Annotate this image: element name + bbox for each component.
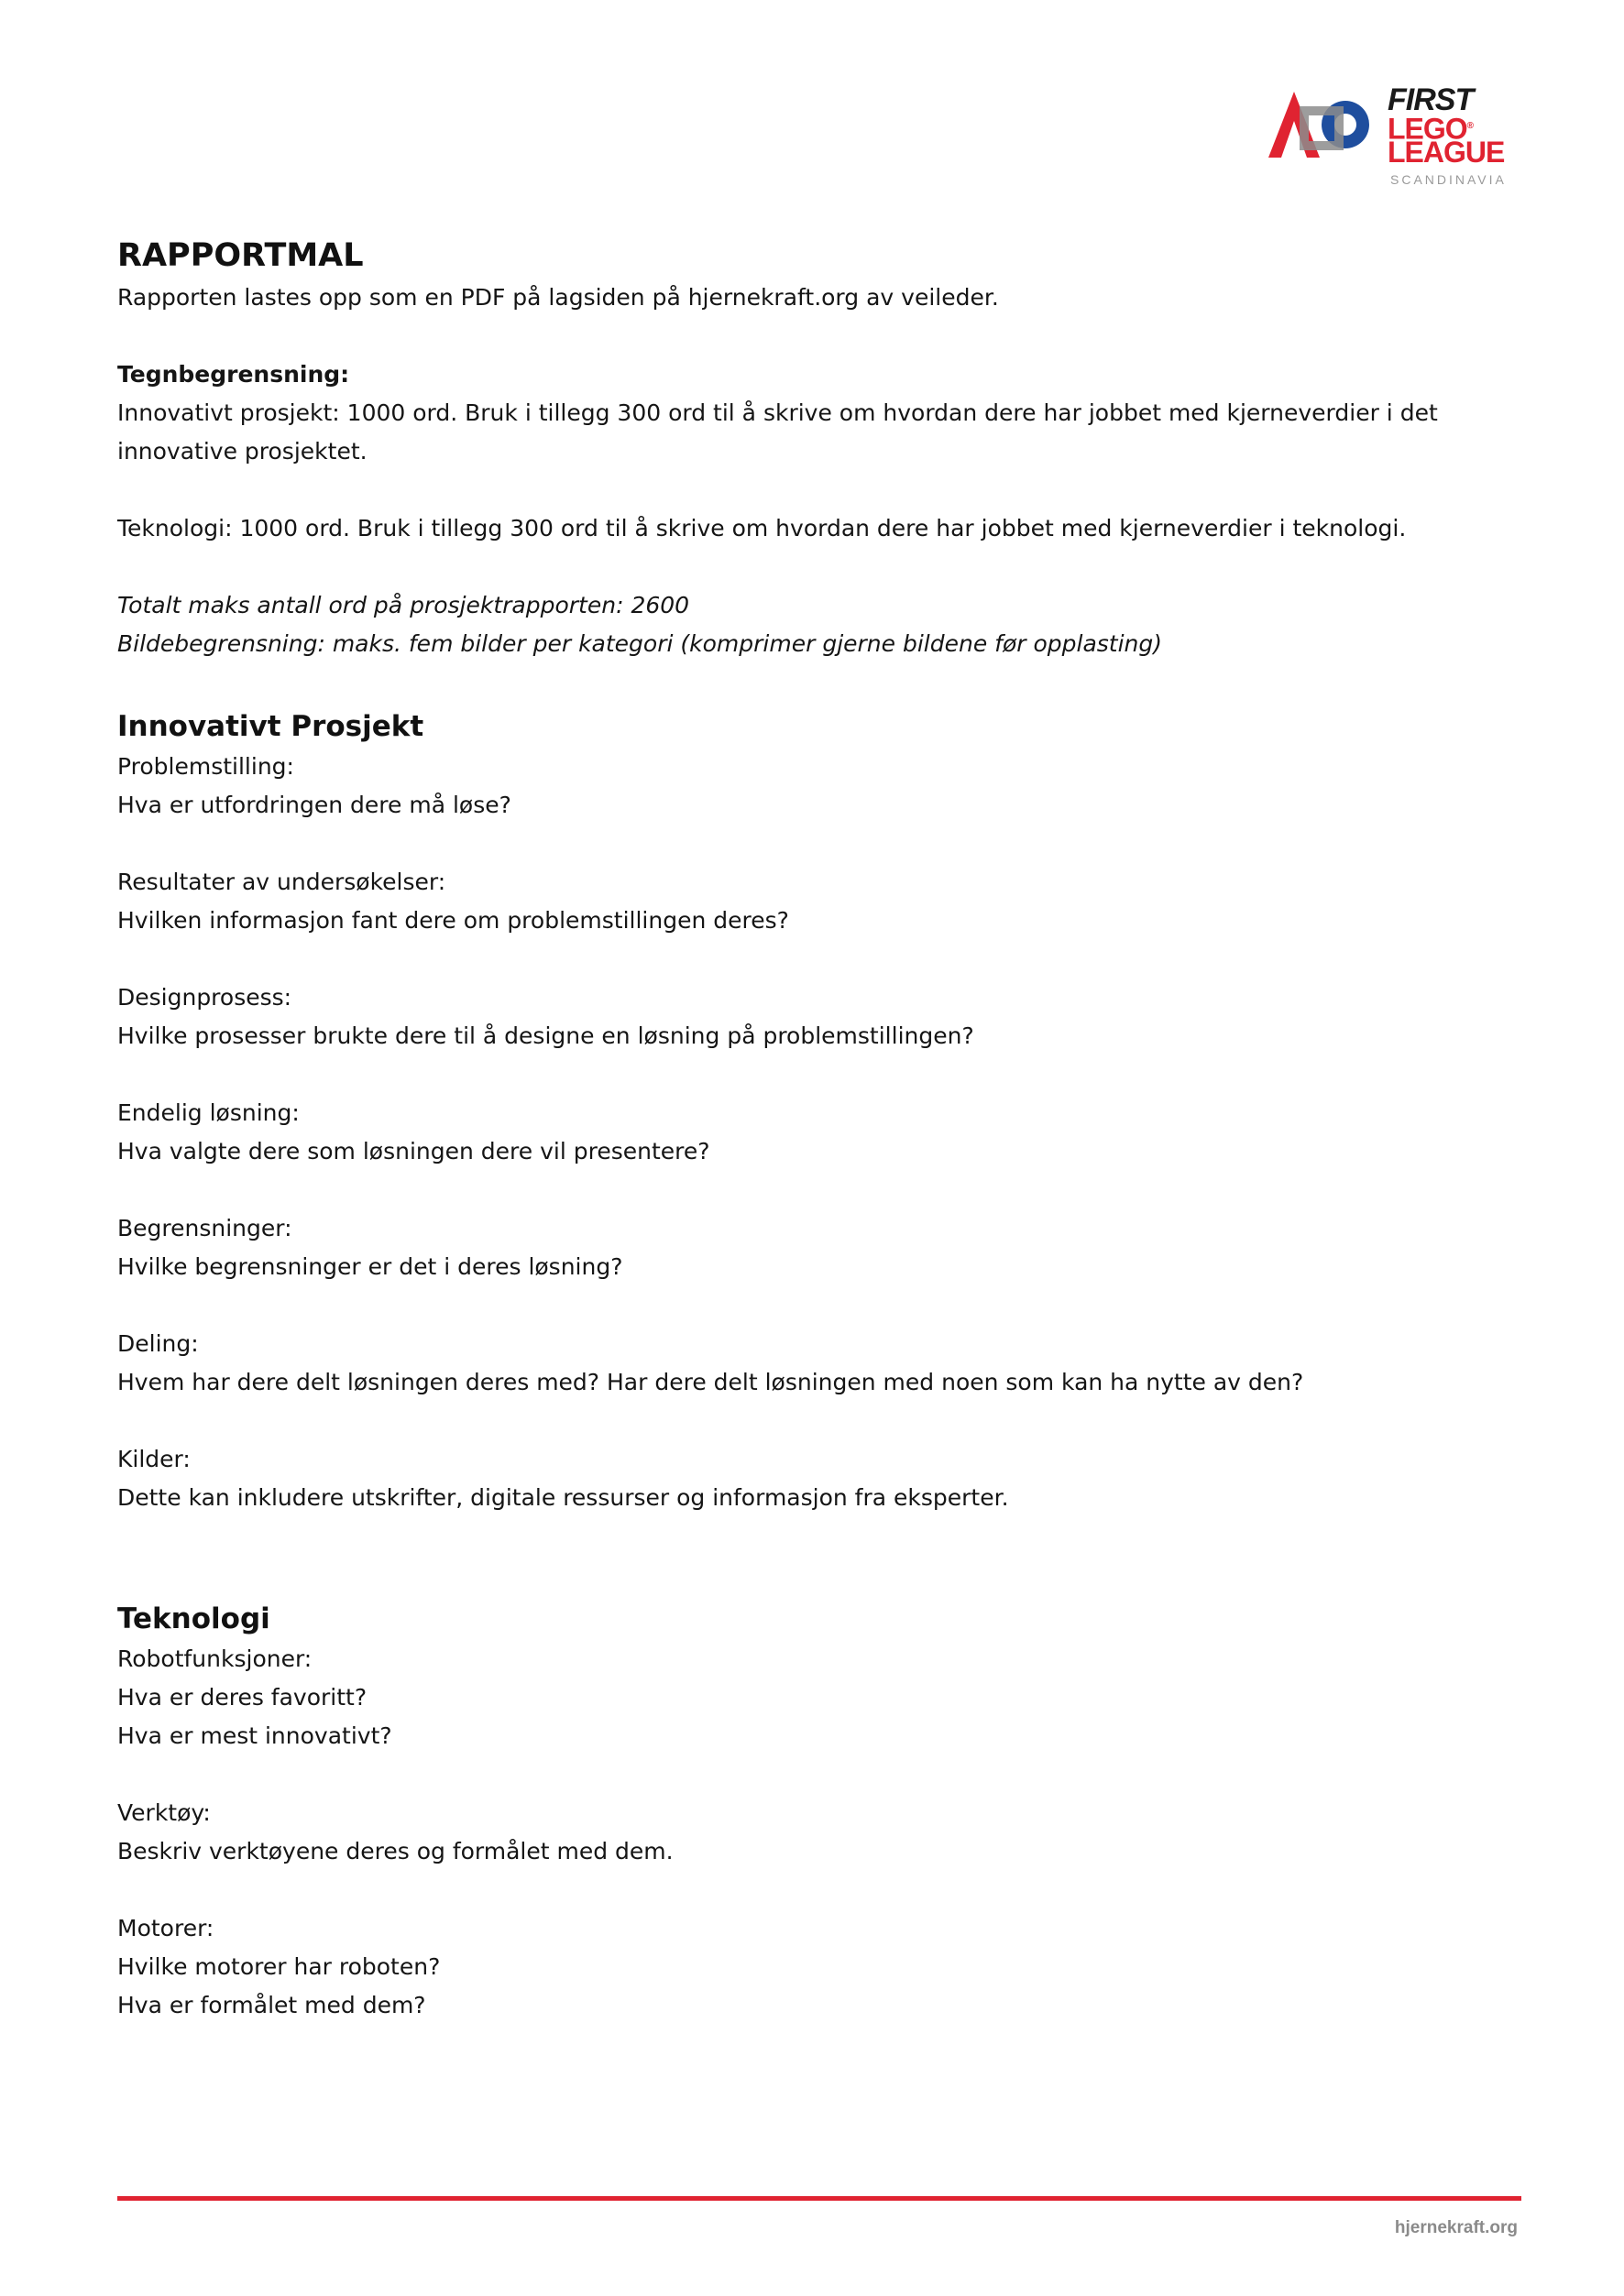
item-label: Problemstilling:: [117, 753, 294, 780]
item-label: Resultater av undersøkelser:: [117, 869, 446, 895]
innovative-items: [117, 748, 1529, 1517]
item-label: Motorer:: [117, 1915, 214, 1941]
list-item: [117, 1094, 1529, 1171]
item-text: Hvilke begrensninger er det i deres løsning?: [117, 1253, 623, 1280]
intro-text: Rapporten lastes opp som en PDF på lagsiden på hjernekraft.org av veileder.: [117, 284, 999, 311]
item-text: Hvilken informasjon fant dere om problemstillingen deres?: [117, 907, 789, 934]
list-item: [117, 748, 1529, 825]
item-label: Kilder:: [117, 1446, 191, 1472]
section-title-innovative: Innovativt Prosjekt: [117, 710, 424, 743]
list-item: [117, 1794, 1529, 1871]
league-emblem-icon: [1267, 88, 1386, 161]
logo-lego-text: LEGO®: [1388, 112, 1474, 146]
item-label: Begrensninger:: [117, 1215, 292, 1241]
technology-items: [117, 1640, 1529, 2025]
item-text: Hva er deres favoritt?: [117, 1684, 368, 1711]
item-text: Dette kan inkludere utskrifter, digitale ressurser og informasjon fra eksperter.: [117, 1484, 1009, 1511]
limit-innovative: Innovativt prosjekt: 1000 ord. Bruk i tillegg 300 ord til å skrive om hvordan dere har jobbet med kjerneverdier i det innovative prosjektet.: [117, 399, 1438, 465]
list-item: [117, 863, 1529, 940]
limit-images: Bildebegrensning: maks. fem bilder per kategori (komprimer gjerne bildene før opplasting): [117, 630, 1163, 657]
footer-url: hjernekraft.org: [1394, 2218, 1518, 2237]
limit-technology: Teknologi: 1000 ord. Bruk i tillegg 300 ord til å skrive om hvordan dere har jobbet med kjerneverdier i teknologi.: [117, 515, 1407, 541]
item-text: Beskriv verktøyene deres og formålet med dem.: [117, 1838, 674, 1864]
list-item: [117, 1640, 1529, 1755]
item-text: Hva er formålet med dem?: [117, 1992, 426, 2018]
item-label: Robotfunksjoner:: [117, 1645, 313, 1672]
first-lego-league-logo: [1267, 82, 1542, 189]
item-text: Hva valgte dere som løsningen dere vil presentere?: [117, 1138, 710, 1164]
limits-heading: Tegnbegrensning:: [117, 361, 350, 388]
item-label: Endelig løsning:: [117, 1099, 300, 1126]
list-item: [117, 1909, 1529, 2025]
page-title: RAPPORTMAL: [117, 237, 364, 274]
section-title-technology: Teknologi: [117, 1602, 270, 1635]
logo-region-text: SCANDINAVIA: [1390, 172, 1507, 187]
list-item: [117, 979, 1529, 1055]
item-label: Deling:: [117, 1330, 199, 1357]
list-item: [117, 1325, 1529, 1402]
item-text: Hva er utfordringen dere må løse?: [117, 792, 511, 818]
logo-league-text: LEAGUE: [1388, 136, 1505, 169]
item-text: Hvilke prosesser brukte dere til å designe en løsning på problemstillingen?: [117, 1022, 974, 1049]
limit-total: Totalt maks antall ord på prosjektrapporten: 2600: [117, 592, 690, 618]
item-text: Hvem har dere delt løsningen deres med? Har dere delt løsningen med noen som kan ha nytte av den?: [117, 1369, 1304, 1395]
logo-first-text: FIRST: [1388, 82, 1474, 117]
document-body: [117, 233, 1529, 2025]
list-item: [117, 1440, 1529, 1517]
item-text: Hva er mest innovativt?: [117, 1722, 392, 1749]
list-item: [117, 1209, 1529, 1286]
item-label: Designprosess:: [117, 984, 292, 1011]
item-text: Hvilke motorer har roboten?: [117, 1953, 441, 1980]
item-label: Verktøy:: [117, 1799, 211, 1826]
footer-divider: [117, 2196, 1521, 2201]
